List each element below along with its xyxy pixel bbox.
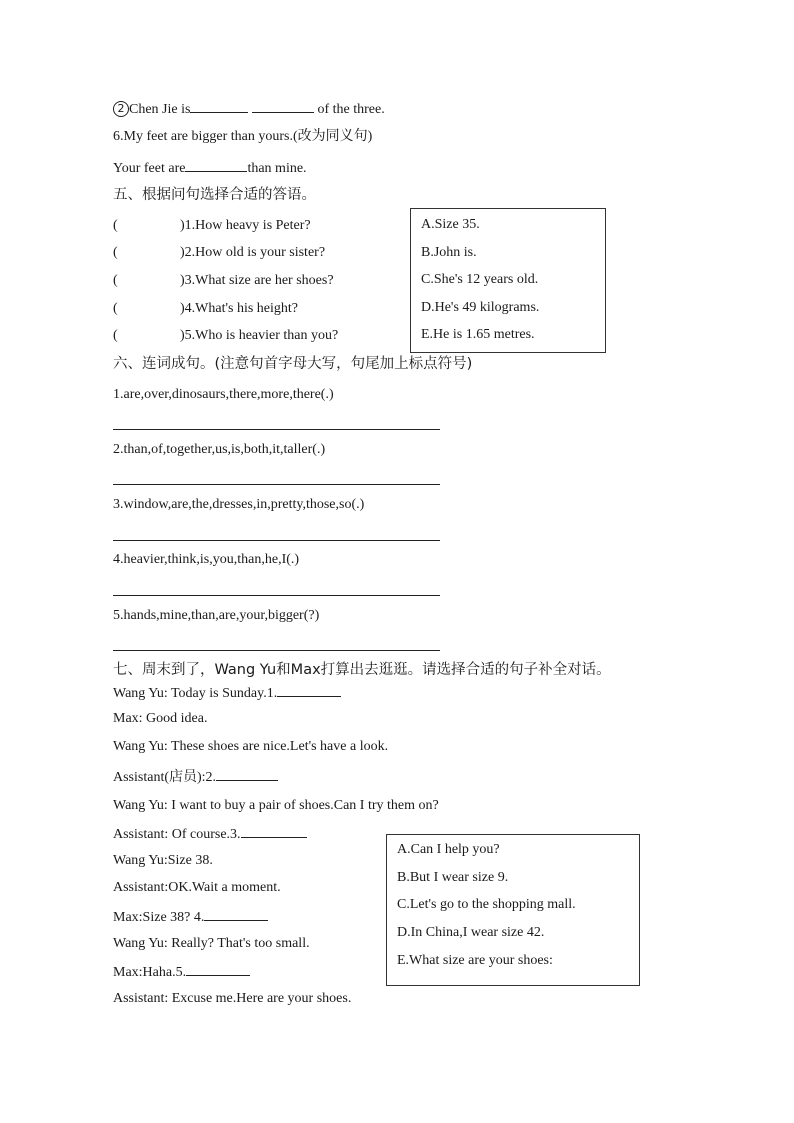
- question-6: 6.My feet are bigger than yours.(改为同义句): [113, 129, 373, 144]
- dialogue-text: Wang Yu: I want to buy a pair of shoes.Can I try them on?: [113, 798, 439, 813]
- option-c: C.Let's go to the shopping mall.: [397, 897, 576, 912]
- dialogue-text: Max:Size 38? 4.: [113, 910, 205, 925]
- circled-number: 2: [113, 101, 129, 117]
- dialogue-text: Assistant:OK.Wait a moment.: [113, 880, 281, 895]
- option-d: D.He's 49 kilograms.: [421, 300, 540, 315]
- answer-line[interactable]: [113, 595, 440, 596]
- section-7-options-box: [386, 834, 640, 986]
- question-row: [113, 272, 334, 290]
- dialogue-text: Wang Yu: Today is Sunday.1.: [113, 686, 278, 701]
- answer-blank[interactable]: [216, 767, 278, 781]
- scramble-item-1: 1.are,over,dinosaurs,there,more,there(.): [113, 387, 334, 402]
- section-5-options-box: [410, 208, 606, 353]
- question-text: )4.What's his height?: [180, 301, 298, 316]
- answer-paren[interactable]: (: [113, 273, 118, 288]
- answer-paren[interactable]: (: [113, 218, 118, 233]
- dialogue-text: Assistant: Excuse me.Here are your shoes.: [113, 991, 352, 1006]
- dialogue-text: Wang Yu: Really? That's too small.: [113, 936, 310, 951]
- answer-blank[interactable]: [186, 962, 250, 976]
- dialogue-line: [113, 710, 207, 728]
- answer-paren[interactable]: (: [113, 245, 118, 260]
- option-a: A.Size 35.: [421, 217, 480, 232]
- question-row: [113, 300, 298, 318]
- answer-blank[interactable]: [185, 158, 247, 172]
- chen-jie-line: [113, 99, 385, 119]
- option-c: C.She's 12 years old.: [421, 272, 539, 287]
- dialogue-line: [113, 738, 388, 756]
- dialogue-text: Max: Good idea.: [113, 711, 208, 726]
- chen-jie-text: Chen Jie is: [129, 102, 191, 117]
- answer-line[interactable]: [113, 650, 440, 651]
- answer-paren[interactable]: (: [113, 301, 118, 316]
- question-text: )2.How old is your sister?: [180, 245, 326, 260]
- scramble-item-4: 4.heavier,think,is,you,than,he,I(.): [113, 552, 300, 567]
- option-e: E.He is 1.65 metres.: [421, 327, 535, 342]
- question-row: [113, 217, 311, 235]
- question-6-answer-line: [113, 158, 307, 178]
- answer-prefix: Your feet are: [113, 161, 186, 176]
- answer-line[interactable]: [113, 429, 440, 430]
- dialogue-line: [113, 962, 250, 982]
- scramble-item-2: 2.than,of,together,us,is,both,it,taller(.): [113, 442, 326, 457]
- option-a: A.Can I help you?: [397, 842, 500, 857]
- answer-blank[interactable]: [241, 824, 307, 838]
- dialogue-text: Max:Haha.5.: [113, 965, 187, 980]
- dialogue-line: [113, 879, 281, 897]
- question-row: [113, 244, 326, 262]
- dialogue-line: [113, 935, 310, 953]
- dialogue-line: [113, 767, 278, 787]
- scramble-item-3: 3.window,are,the,dresses,in,pretty,those,so(.): [113, 497, 365, 512]
- question-text: )5.Who is heavier than you?: [180, 328, 339, 343]
- answer-blank[interactable]: [204, 907, 268, 921]
- answer-suffix: than mine.: [247, 161, 307, 176]
- dialogue-line: [113, 852, 213, 870]
- scramble-item-5: 5.hands,mine,than,are,your,bigger(?): [113, 608, 320, 623]
- answer-line[interactable]: [113, 540, 440, 541]
- question-text: )1.How heavy is Peter?: [180, 218, 311, 233]
- option-e: E.What size are your shoes:: [397, 953, 553, 968]
- dialogue-text: Assistant: Of course.3.: [113, 827, 241, 842]
- option-b: B.John is.: [421, 245, 477, 260]
- section-7-heading: 七、周末到了，Wang Yu和Max打算出去逛逛。请选择合适的句子补全对话。: [113, 662, 611, 678]
- dialogue-text: Assistant(店员):2.: [113, 770, 217, 785]
- option-b: B.But I wear size 9.: [397, 870, 509, 885]
- dialogue-line: [113, 990, 351, 1008]
- dialogue-line: [113, 797, 439, 815]
- chen-jie-text-end: of the three.: [317, 102, 385, 117]
- dialogue-line: [113, 683, 341, 703]
- question-row: [113, 327, 339, 345]
- answer-blank[interactable]: [190, 99, 248, 113]
- option-d: D.In China,I wear size 42.: [397, 925, 545, 940]
- question-text: )3.What size are her shoes?: [180, 273, 334, 288]
- answer-blank[interactable]: [252, 99, 314, 113]
- section-5-heading: 五、根据问句选择合适的答语。: [113, 187, 316, 203]
- dialogue-line: [113, 824, 307, 844]
- dialogue-text: Wang Yu: These shoes are nice.Let's have a look.: [113, 739, 389, 754]
- dialogue-line: [113, 907, 268, 927]
- answer-line[interactable]: [113, 484, 440, 485]
- dialogue-text: Wang Yu:Size 38.: [113, 853, 213, 868]
- answer-paren[interactable]: (: [113, 328, 118, 343]
- section-6-heading: 六、连词成句。(注意句首字母大写，句尾加上标点符号): [113, 356, 473, 372]
- answer-blank[interactable]: [277, 683, 341, 697]
